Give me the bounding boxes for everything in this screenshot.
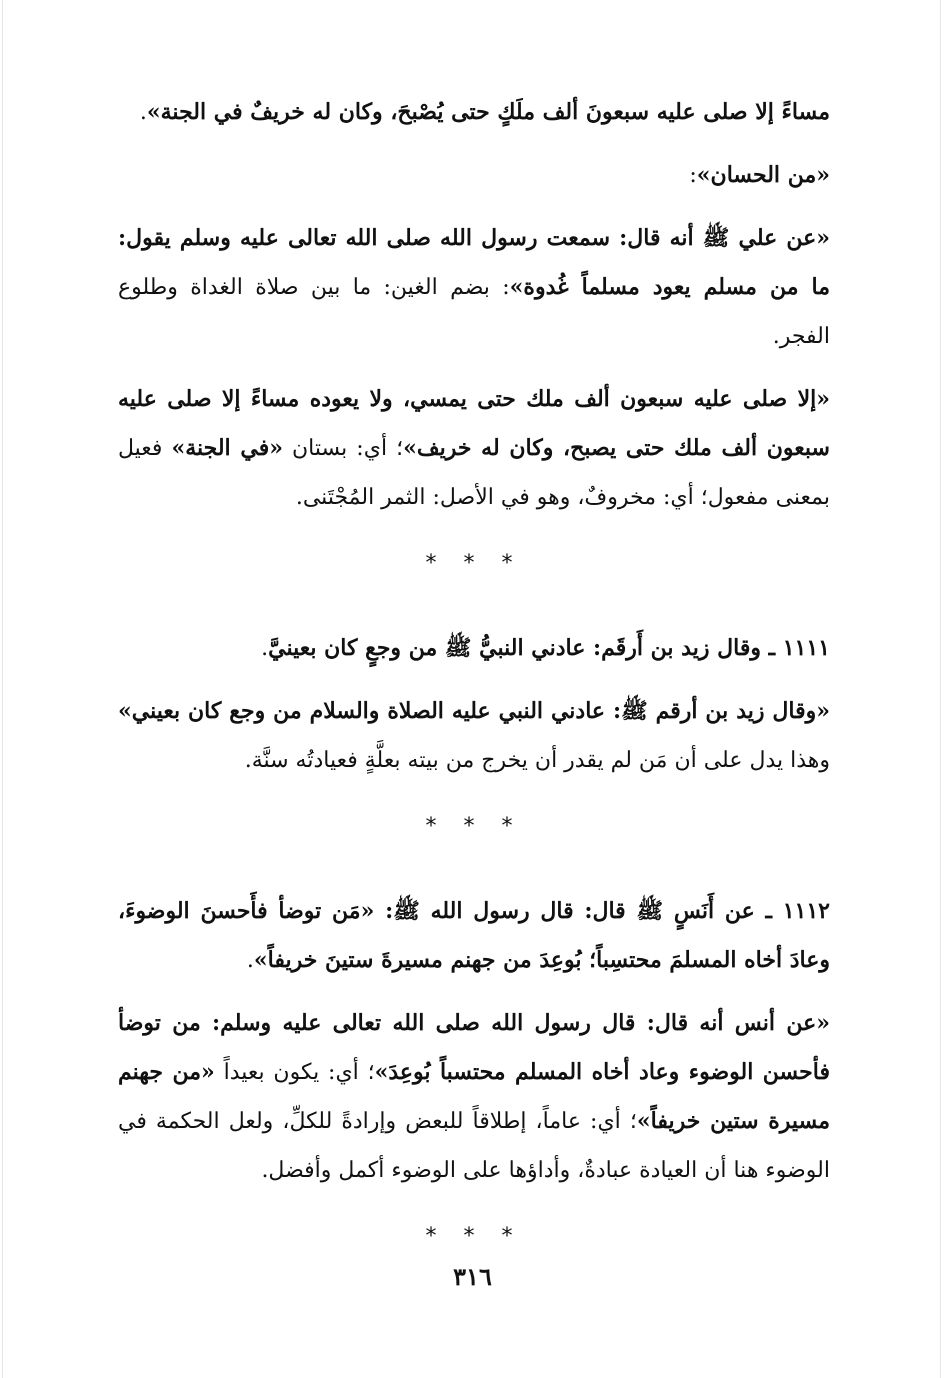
hadith-text: «وقال زيد بن أرقم ﷺ: عادني النبي عليه الصلاة والسلام من وجع كان بعيني»	[118, 698, 830, 724]
commentary-text: ؛ أي: بستان	[282, 436, 404, 461]
hadith-text: ١١١١ ـ وقال زيد بن أَرقَم: عادني النبيُّ ﷺ من وجعٍ كان بعينيَّ	[268, 635, 830, 661]
page-edge-right	[940, 0, 941, 1378]
commentary-text: :	[689, 163, 697, 188]
text-paragraph	[118, 151, 830, 200]
hadith-text: «من جهنم مسيرة ستين خريفاً»	[118, 1059, 830, 1134]
text-paragraph	[118, 375, 830, 522]
commentary-text: وهذا يدل على أن مَن لم يقدر أن يخرج من بيته بعلَّةٍ فعيادتُه سنَّة.	[244, 748, 830, 773]
section-separator	[118, 544, 830, 584]
hadith-text: «في الجنة»	[171, 435, 283, 461]
page-body	[118, 88, 830, 1297]
text-paragraph	[118, 624, 830, 673]
commentary-text: .	[246, 948, 254, 973]
page-number: ٣١٦	[453, 1262, 492, 1291]
hadith-text: مساءً إلا صلى عليه سبعونَ ألف ملَكٍ حتى يُصْبحَ، وكان له خريفٌ في الجنة»	[146, 99, 830, 125]
commentary-text: ؛ أي: يكون بعيداً	[214, 1060, 375, 1085]
hadith-text: «عن أنس أنه قال: قال رسول الله صلى الله تعالى عليه وسلم: من توضأ فأحسن الوضوء وعاد أخاه المسلم محتسباً بُوعِدَ»	[118, 1010, 830, 1085]
commentary-text: فعيل بمعنى مفعول؛ أي: مخروفٌ، وهو في الأصل: الثمر المُجْتَنى.	[118, 436, 830, 510]
commentary-text: .	[261, 636, 269, 661]
text-paragraph	[118, 887, 830, 985]
text-paragraph	[118, 88, 830, 137]
hadith-text: «عن علي ﷺ أنه قال: سمعت رسول الله صلى الله تعالى عليه وسلم يقول: ما من مسلم يعود مسلماً غُدوة»	[118, 225, 830, 300]
hadith-text: «إلا صلى عليه سبعون ألف ملك حتى يمسي، ولا يعوده مساءً إلا صلى عليه سبعون ألف ملك حتى يصبح، وكان له خريف»	[118, 386, 830, 461]
section-separator	[118, 1217, 830, 1257]
commentary-text: .	[139, 100, 147, 125]
page-edge-left	[2, 0, 3, 1378]
hadith-text: ١١١٢ ـ عن أَنَسٍ ﷺ قال: قال رسول الله ﷺ: «مَن توضأ فأَحسنَ الوضوءَ، وعادَ أخاه المسلمَ محتسِباً؛ بُوعِدَ من جهنم مسيرةَ ستينَ خريفاً»	[118, 898, 830, 973]
commentary-text: : بضم الغين: ما بين صلاة الغداة وطلوع الفجر.	[118, 275, 830, 349]
text-paragraph	[118, 999, 830, 1195]
text-paragraph	[118, 687, 830, 785]
hadith-text: «من الحسان»	[696, 162, 830, 188]
separator-stars: * * *	[425, 814, 523, 839]
text-paragraph	[118, 214, 830, 361]
separator-stars: * * *	[425, 1224, 523, 1249]
commentary-text: ؛ أي: عاماً، إطلاقاً للبعض وإرادةً للكلِّ، ولعل الحكمة في الوضوء هنا أن العيادة عبادةٌ، وأداؤها على الوضوء أكمل وأفضل.	[118, 1109, 830, 1183]
section-separator	[118, 807, 830, 847]
separator-stars: * * *	[425, 551, 523, 576]
